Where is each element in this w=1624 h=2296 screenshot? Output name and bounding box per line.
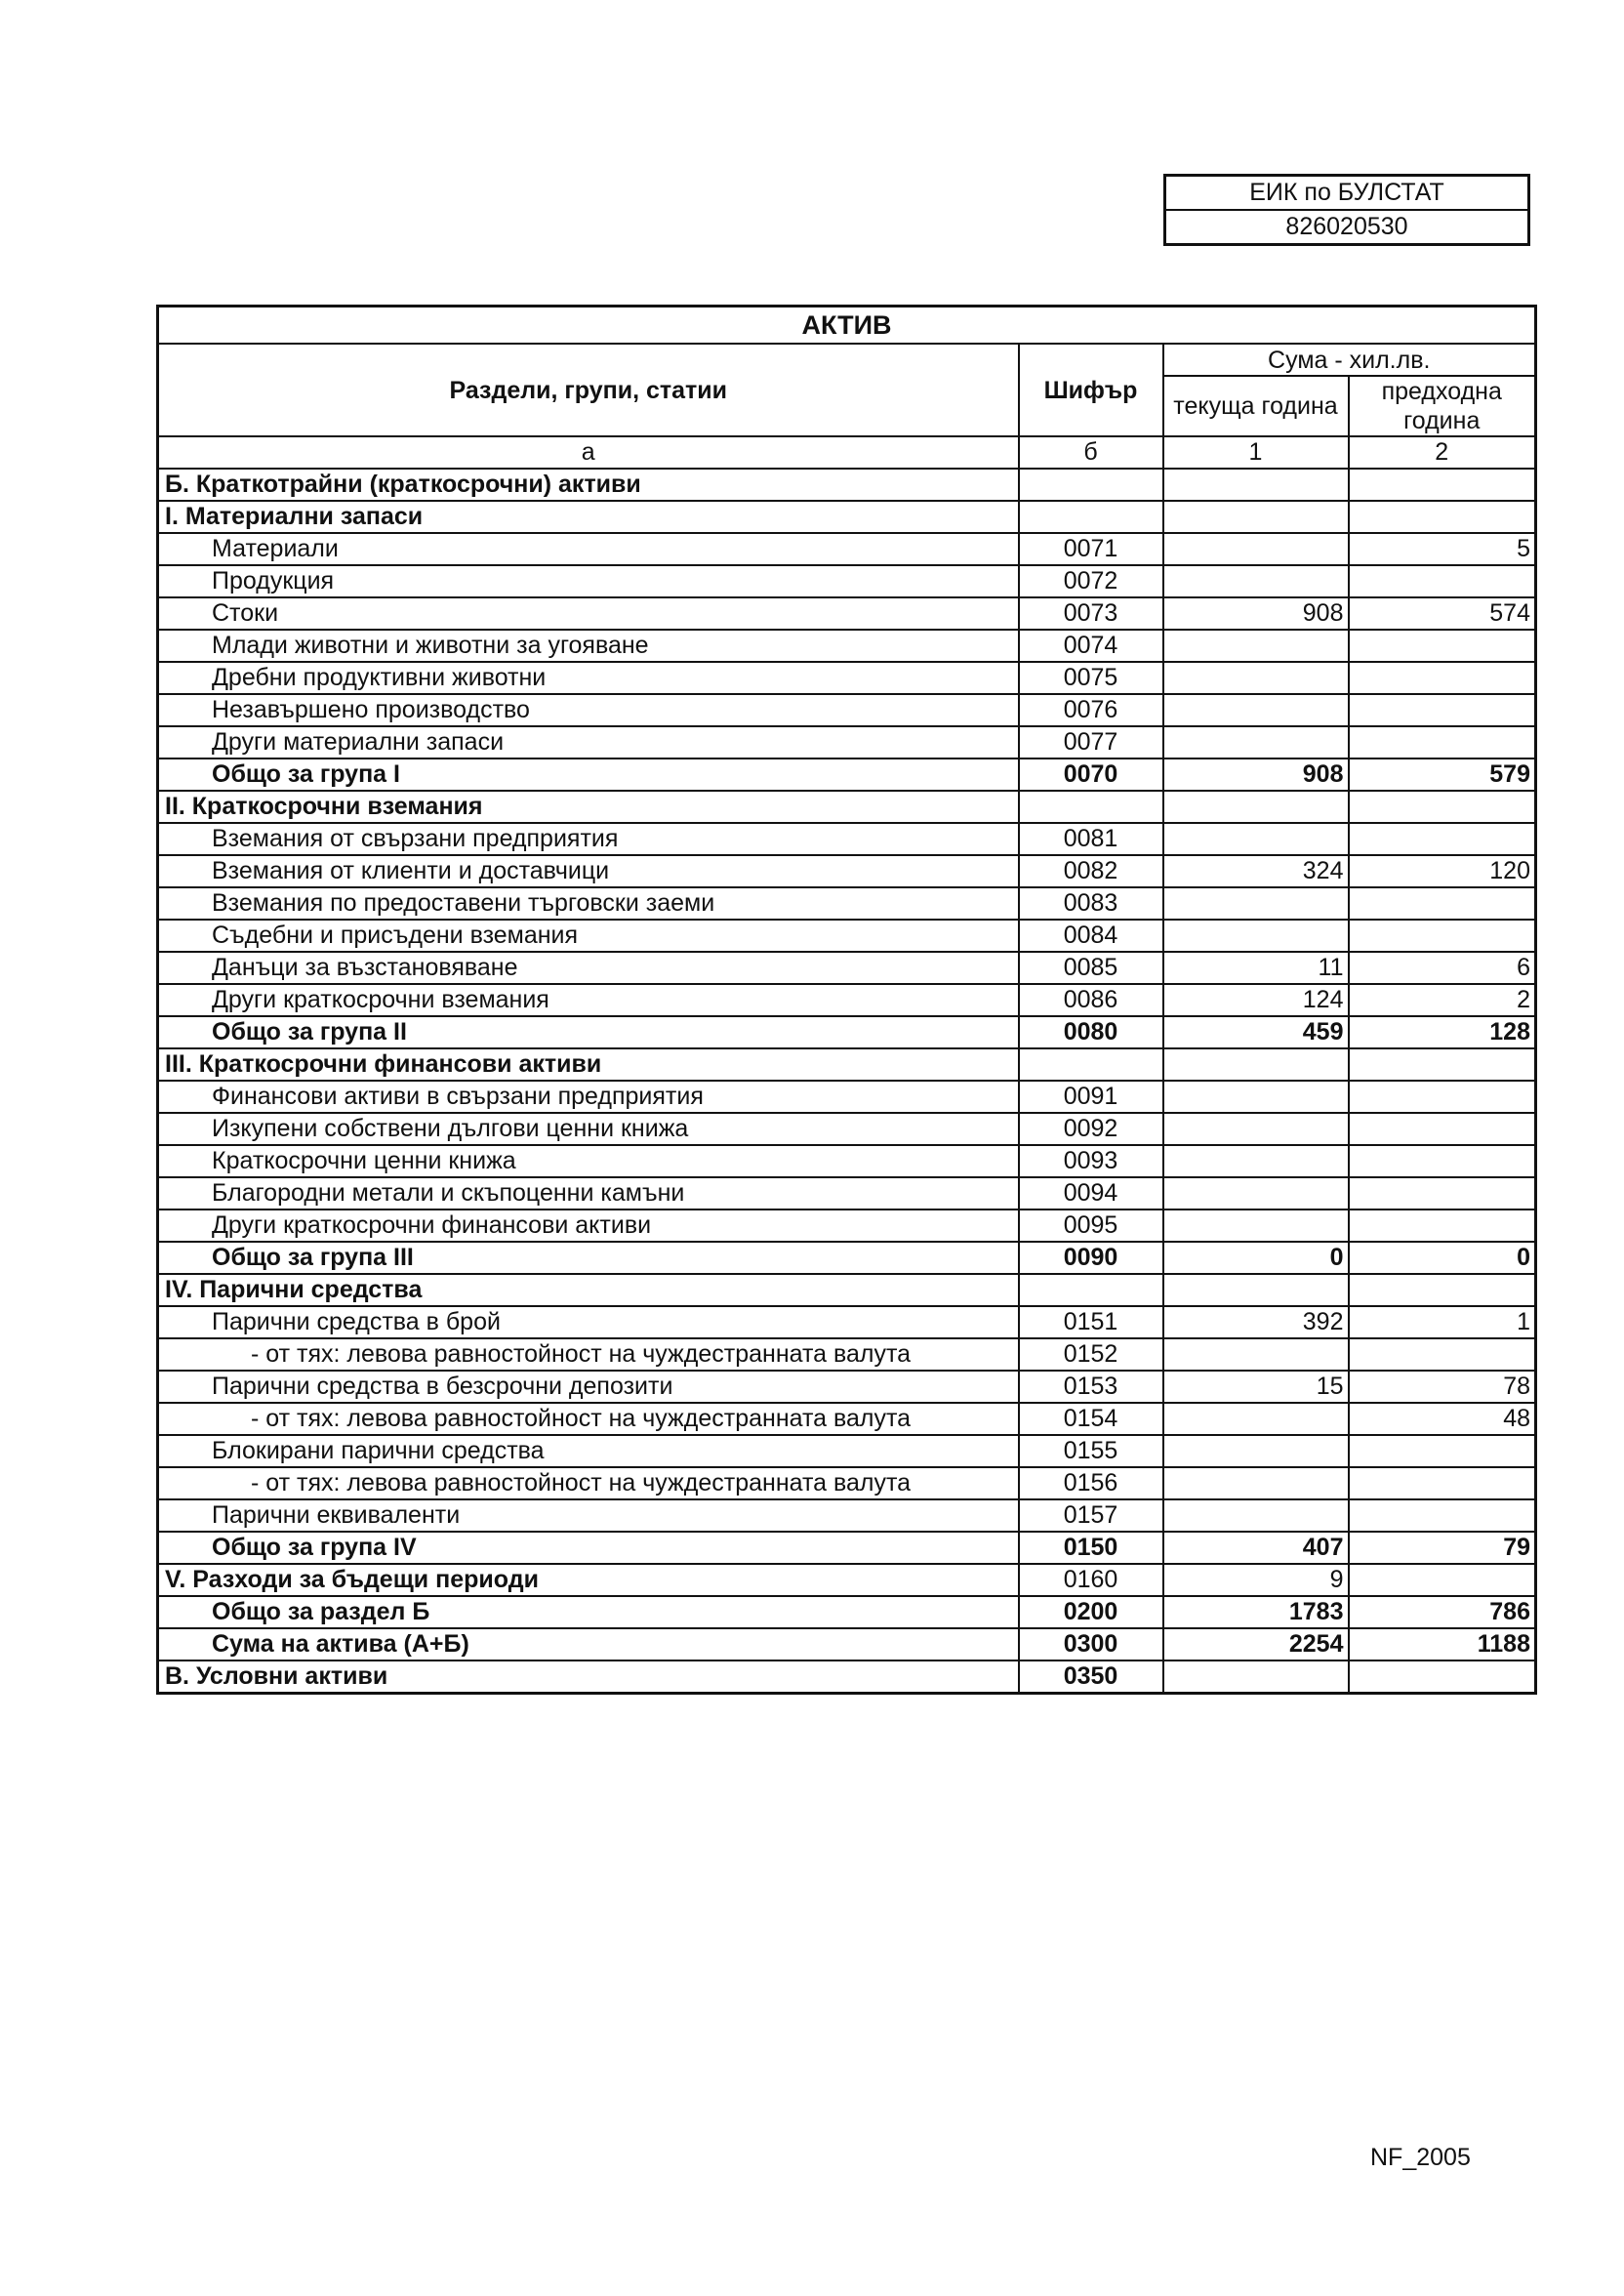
row-code: 0080 <box>1019 1016 1163 1048</box>
row-current: 9 <box>1163 1564 1349 1596</box>
row-previous <box>1349 823 1536 855</box>
row-previous <box>1349 1660 1536 1694</box>
row-label: Общо за група I <box>158 758 1019 791</box>
row-code: 0157 <box>1019 1499 1163 1532</box>
row-current <box>1163 1435 1349 1467</box>
row-code: 0095 <box>1019 1210 1163 1242</box>
row-previous <box>1349 1048 1536 1081</box>
table-row <box>158 1628 1536 1660</box>
table-row <box>158 1274 1536 1306</box>
row-label: Стоки <box>158 597 1019 630</box>
table-row <box>158 1596 1536 1628</box>
row-previous: 78 <box>1349 1371 1536 1403</box>
row-label: Краткосрочни ценни книжа <box>158 1145 1019 1177</box>
table-row <box>158 1210 1536 1242</box>
row-code <box>1019 501 1163 533</box>
row-label: Съдебни и присъдени вземания <box>158 920 1019 952</box>
row-label: Блокирани парични средства <box>158 1435 1019 1467</box>
row-code: 0200 <box>1019 1596 1163 1628</box>
row-current <box>1163 1048 1349 1081</box>
table-row <box>158 597 1536 630</box>
table-row <box>158 726 1536 758</box>
row-previous: 786 <box>1349 1596 1536 1628</box>
row-previous <box>1349 791 1536 823</box>
row-code: 0093 <box>1019 1145 1163 1177</box>
row-label: Данъци за възстановяване <box>158 952 1019 984</box>
table-body <box>158 469 1536 1694</box>
row-label: - от тях: левова равностойност на чуждестранната валута <box>158 1403 1019 1435</box>
row-code: 0084 <box>1019 920 1163 952</box>
col-code-header: Шифър <box>1019 344 1163 436</box>
row-label: - от тях: левова равностойност на чуждестранната валута <box>158 1467 1019 1499</box>
row-code: 0155 <box>1019 1435 1163 1467</box>
row-current <box>1163 1467 1349 1499</box>
table-row <box>158 920 1536 952</box>
table-row <box>158 952 1536 984</box>
row-previous <box>1349 1177 1536 1210</box>
row-code: 0083 <box>1019 887 1163 920</box>
row-code: 0081 <box>1019 823 1163 855</box>
row-label: Общо за група IV <box>158 1532 1019 1564</box>
table-row <box>158 1435 1536 1467</box>
row-current: 908 <box>1163 597 1349 630</box>
row-current: 459 <box>1163 1016 1349 1048</box>
row-current: 324 <box>1163 855 1349 887</box>
col-sum-header: Сума - хил.лв. <box>1163 344 1536 376</box>
row-current: 908 <box>1163 758 1349 791</box>
row-label: II. Краткосрочни вземания <box>158 791 1019 823</box>
row-code: 0151 <box>1019 1306 1163 1338</box>
row-code <box>1019 469 1163 501</box>
row-current <box>1163 1177 1349 1210</box>
row-label: Вземания от клиенти и доставчици <box>158 855 1019 887</box>
table-row <box>158 1467 1536 1499</box>
table-row <box>158 1532 1536 1564</box>
row-previous <box>1349 1145 1536 1177</box>
row-previous <box>1349 726 1536 758</box>
row-current <box>1163 791 1349 823</box>
row-label: Общо за раздел Б <box>158 1596 1019 1628</box>
row-current <box>1163 726 1349 758</box>
table-row <box>158 1145 1536 1177</box>
table-row <box>158 1242 1536 1274</box>
row-label: Сума на актива (А+Б) <box>158 1628 1019 1660</box>
row-current: 124 <box>1163 984 1349 1016</box>
row-label: Млади животни и животни за угояване <box>158 630 1019 662</box>
row-code: 0156 <box>1019 1467 1163 1499</box>
col-index-b: б <box>1019 436 1163 469</box>
row-label: - от тях: левова равностойност на чуждестранната валута <box>158 1338 1019 1371</box>
table-row <box>158 1113 1536 1145</box>
table-row <box>158 694 1536 726</box>
table-row <box>158 469 1536 501</box>
row-previous: 79 <box>1349 1532 1536 1564</box>
row-current: 11 <box>1163 952 1349 984</box>
form-code: NF_2005 <box>1370 2144 1471 2171</box>
row-label: III. Краткосрочни финансови активи <box>158 1048 1019 1081</box>
table-row <box>158 791 1536 823</box>
table-row <box>158 1306 1536 1338</box>
row-current: 392 <box>1163 1306 1349 1338</box>
row-code: 0072 <box>1019 565 1163 597</box>
row-code: 0070 <box>1019 758 1163 791</box>
table-row <box>158 1564 1536 1596</box>
col-index-a: а <box>158 436 1019 469</box>
table-row <box>158 1499 1536 1532</box>
table-row <box>158 823 1536 855</box>
row-previous <box>1349 1564 1536 1596</box>
col-section-header: Раздели, групи, статии <box>158 344 1019 436</box>
row-current <box>1163 1338 1349 1371</box>
row-current <box>1163 1210 1349 1242</box>
row-code: 0350 <box>1019 1660 1163 1694</box>
table-row <box>158 630 1536 662</box>
row-current <box>1163 501 1349 533</box>
table-row <box>158 1048 1536 1081</box>
table-title: АКТИВ <box>158 307 1536 345</box>
row-code <box>1019 1048 1163 1081</box>
row-code: 0154 <box>1019 1403 1163 1435</box>
row-code: 0073 <box>1019 597 1163 630</box>
row-code: 0085 <box>1019 952 1163 984</box>
row-previous <box>1349 662 1536 694</box>
row-previous <box>1349 469 1536 501</box>
row-current <box>1163 1403 1349 1435</box>
row-code: 0300 <box>1019 1628 1163 1660</box>
row-label: Продукция <box>158 565 1019 597</box>
table-row <box>158 855 1536 887</box>
row-current <box>1163 1499 1349 1532</box>
row-code: 0090 <box>1019 1242 1163 1274</box>
row-code: 0077 <box>1019 726 1163 758</box>
row-label: Други материални запаси <box>158 726 1019 758</box>
row-previous: 1 <box>1349 1306 1536 1338</box>
row-current <box>1163 920 1349 952</box>
row-previous: 128 <box>1349 1016 1536 1048</box>
row-code <box>1019 791 1163 823</box>
row-code: 0160 <box>1019 1564 1163 1596</box>
row-previous <box>1349 1274 1536 1306</box>
row-previous <box>1349 501 1536 533</box>
row-previous <box>1349 887 1536 920</box>
table-row <box>158 565 1536 597</box>
table-row <box>158 1016 1536 1048</box>
row-current: 407 <box>1163 1532 1349 1564</box>
row-label: Парични средства в брой <box>158 1306 1019 1338</box>
table-row <box>158 1338 1536 1371</box>
row-current <box>1163 1660 1349 1694</box>
table-row <box>158 662 1536 694</box>
table-row <box>158 1081 1536 1113</box>
row-current: 0 <box>1163 1242 1349 1274</box>
row-previous: 6 <box>1349 952 1536 984</box>
row-code: 0153 <box>1019 1371 1163 1403</box>
table-row <box>158 533 1536 565</box>
row-code: 0092 <box>1019 1113 1163 1145</box>
col-index-2: 2 <box>1349 436 1536 469</box>
row-label: Благородни метали и скъпоценни камъни <box>158 1177 1019 1210</box>
row-current: 15 <box>1163 1371 1349 1403</box>
row-previous <box>1349 1499 1536 1532</box>
table-row <box>158 501 1536 533</box>
row-code: 0150 <box>1019 1532 1163 1564</box>
row-code: 0076 <box>1019 694 1163 726</box>
row-label: Други краткосрочни вземания <box>158 984 1019 1016</box>
row-code: 0086 <box>1019 984 1163 1016</box>
row-label: Общо за група III <box>158 1242 1019 1274</box>
row-current <box>1163 823 1349 855</box>
row-previous: 120 <box>1349 855 1536 887</box>
row-label: Парични средства в безсрочни депозити <box>158 1371 1019 1403</box>
row-code: 0091 <box>1019 1081 1163 1113</box>
table-row <box>158 1403 1536 1435</box>
row-previous <box>1349 920 1536 952</box>
row-current <box>1163 565 1349 597</box>
row-current <box>1163 887 1349 920</box>
table-row <box>158 1371 1536 1403</box>
col-index-1: 1 <box>1163 436 1349 469</box>
row-label: Дребни продуктивни животни <box>158 662 1019 694</box>
row-previous: 0 <box>1349 1242 1536 1274</box>
row-label: Материали <box>158 533 1019 565</box>
row-label: В. Условни активи <box>158 1660 1019 1694</box>
row-current <box>1163 1081 1349 1113</box>
row-previous <box>1349 565 1536 597</box>
row-label: Парични еквиваленти <box>158 1499 1019 1532</box>
eik-value: 826020530 <box>1165 210 1529 245</box>
row-previous: 48 <box>1349 1403 1536 1435</box>
row-previous <box>1349 1467 1536 1499</box>
table-row <box>158 758 1536 791</box>
row-current <box>1163 469 1349 501</box>
row-code: 0082 <box>1019 855 1163 887</box>
row-current <box>1163 1274 1349 1306</box>
row-current <box>1163 1113 1349 1145</box>
row-label: Вземания от свързани предприятия <box>158 823 1019 855</box>
row-previous <box>1349 1435 1536 1467</box>
row-label: IV. Парични средства <box>158 1274 1019 1306</box>
row-current: 1783 <box>1163 1596 1349 1628</box>
row-code <box>1019 1274 1163 1306</box>
row-current <box>1163 630 1349 662</box>
table-row <box>158 887 1536 920</box>
table-row <box>158 1177 1536 1210</box>
row-label: Вземания по предоставени търговски заеми <box>158 887 1019 920</box>
row-code: 0075 <box>1019 662 1163 694</box>
row-previous <box>1349 694 1536 726</box>
row-current: 2254 <box>1163 1628 1349 1660</box>
row-current <box>1163 694 1349 726</box>
row-current <box>1163 533 1349 565</box>
row-previous: 5 <box>1349 533 1536 565</box>
eik-box <box>1163 174 1530 246</box>
table-row <box>158 984 1536 1016</box>
col-previous-header: предходна година <box>1349 376 1536 436</box>
row-previous: 1188 <box>1349 1628 1536 1660</box>
eik-label: ЕИК по БУЛСТАТ <box>1165 176 1529 211</box>
row-previous <box>1349 1113 1536 1145</box>
row-label: Общо за група II <box>158 1016 1019 1048</box>
row-code: 0071 <box>1019 533 1163 565</box>
row-previous <box>1349 1338 1536 1371</box>
row-previous <box>1349 630 1536 662</box>
row-previous <box>1349 1081 1536 1113</box>
assets-table <box>156 305 1537 1695</box>
table-row <box>158 1660 1536 1694</box>
row-current <box>1163 1145 1349 1177</box>
row-code: 0074 <box>1019 630 1163 662</box>
row-label: I. Материални запаси <box>158 501 1019 533</box>
row-label: Б. Краткотрайни (краткосрочни) активи <box>158 469 1019 501</box>
row-previous: 2 <box>1349 984 1536 1016</box>
row-previous <box>1349 1210 1536 1242</box>
row-previous: 574 <box>1349 597 1536 630</box>
row-label: Незавършено производство <box>158 694 1019 726</box>
row-label: Финансови активи в свързани предприятия <box>158 1081 1019 1113</box>
row-previous: 579 <box>1349 758 1536 791</box>
row-code: 0152 <box>1019 1338 1163 1371</box>
col-current-header: текуща година <box>1163 376 1349 436</box>
row-label: V. Разходи за бъдещи периоди <box>158 1564 1019 1596</box>
row-label: Изкупени собствени дългови ценни книжа <box>158 1113 1019 1145</box>
row-label: Други краткосрочни финансови активи <box>158 1210 1019 1242</box>
row-current <box>1163 662 1349 694</box>
row-code: 0094 <box>1019 1177 1163 1210</box>
